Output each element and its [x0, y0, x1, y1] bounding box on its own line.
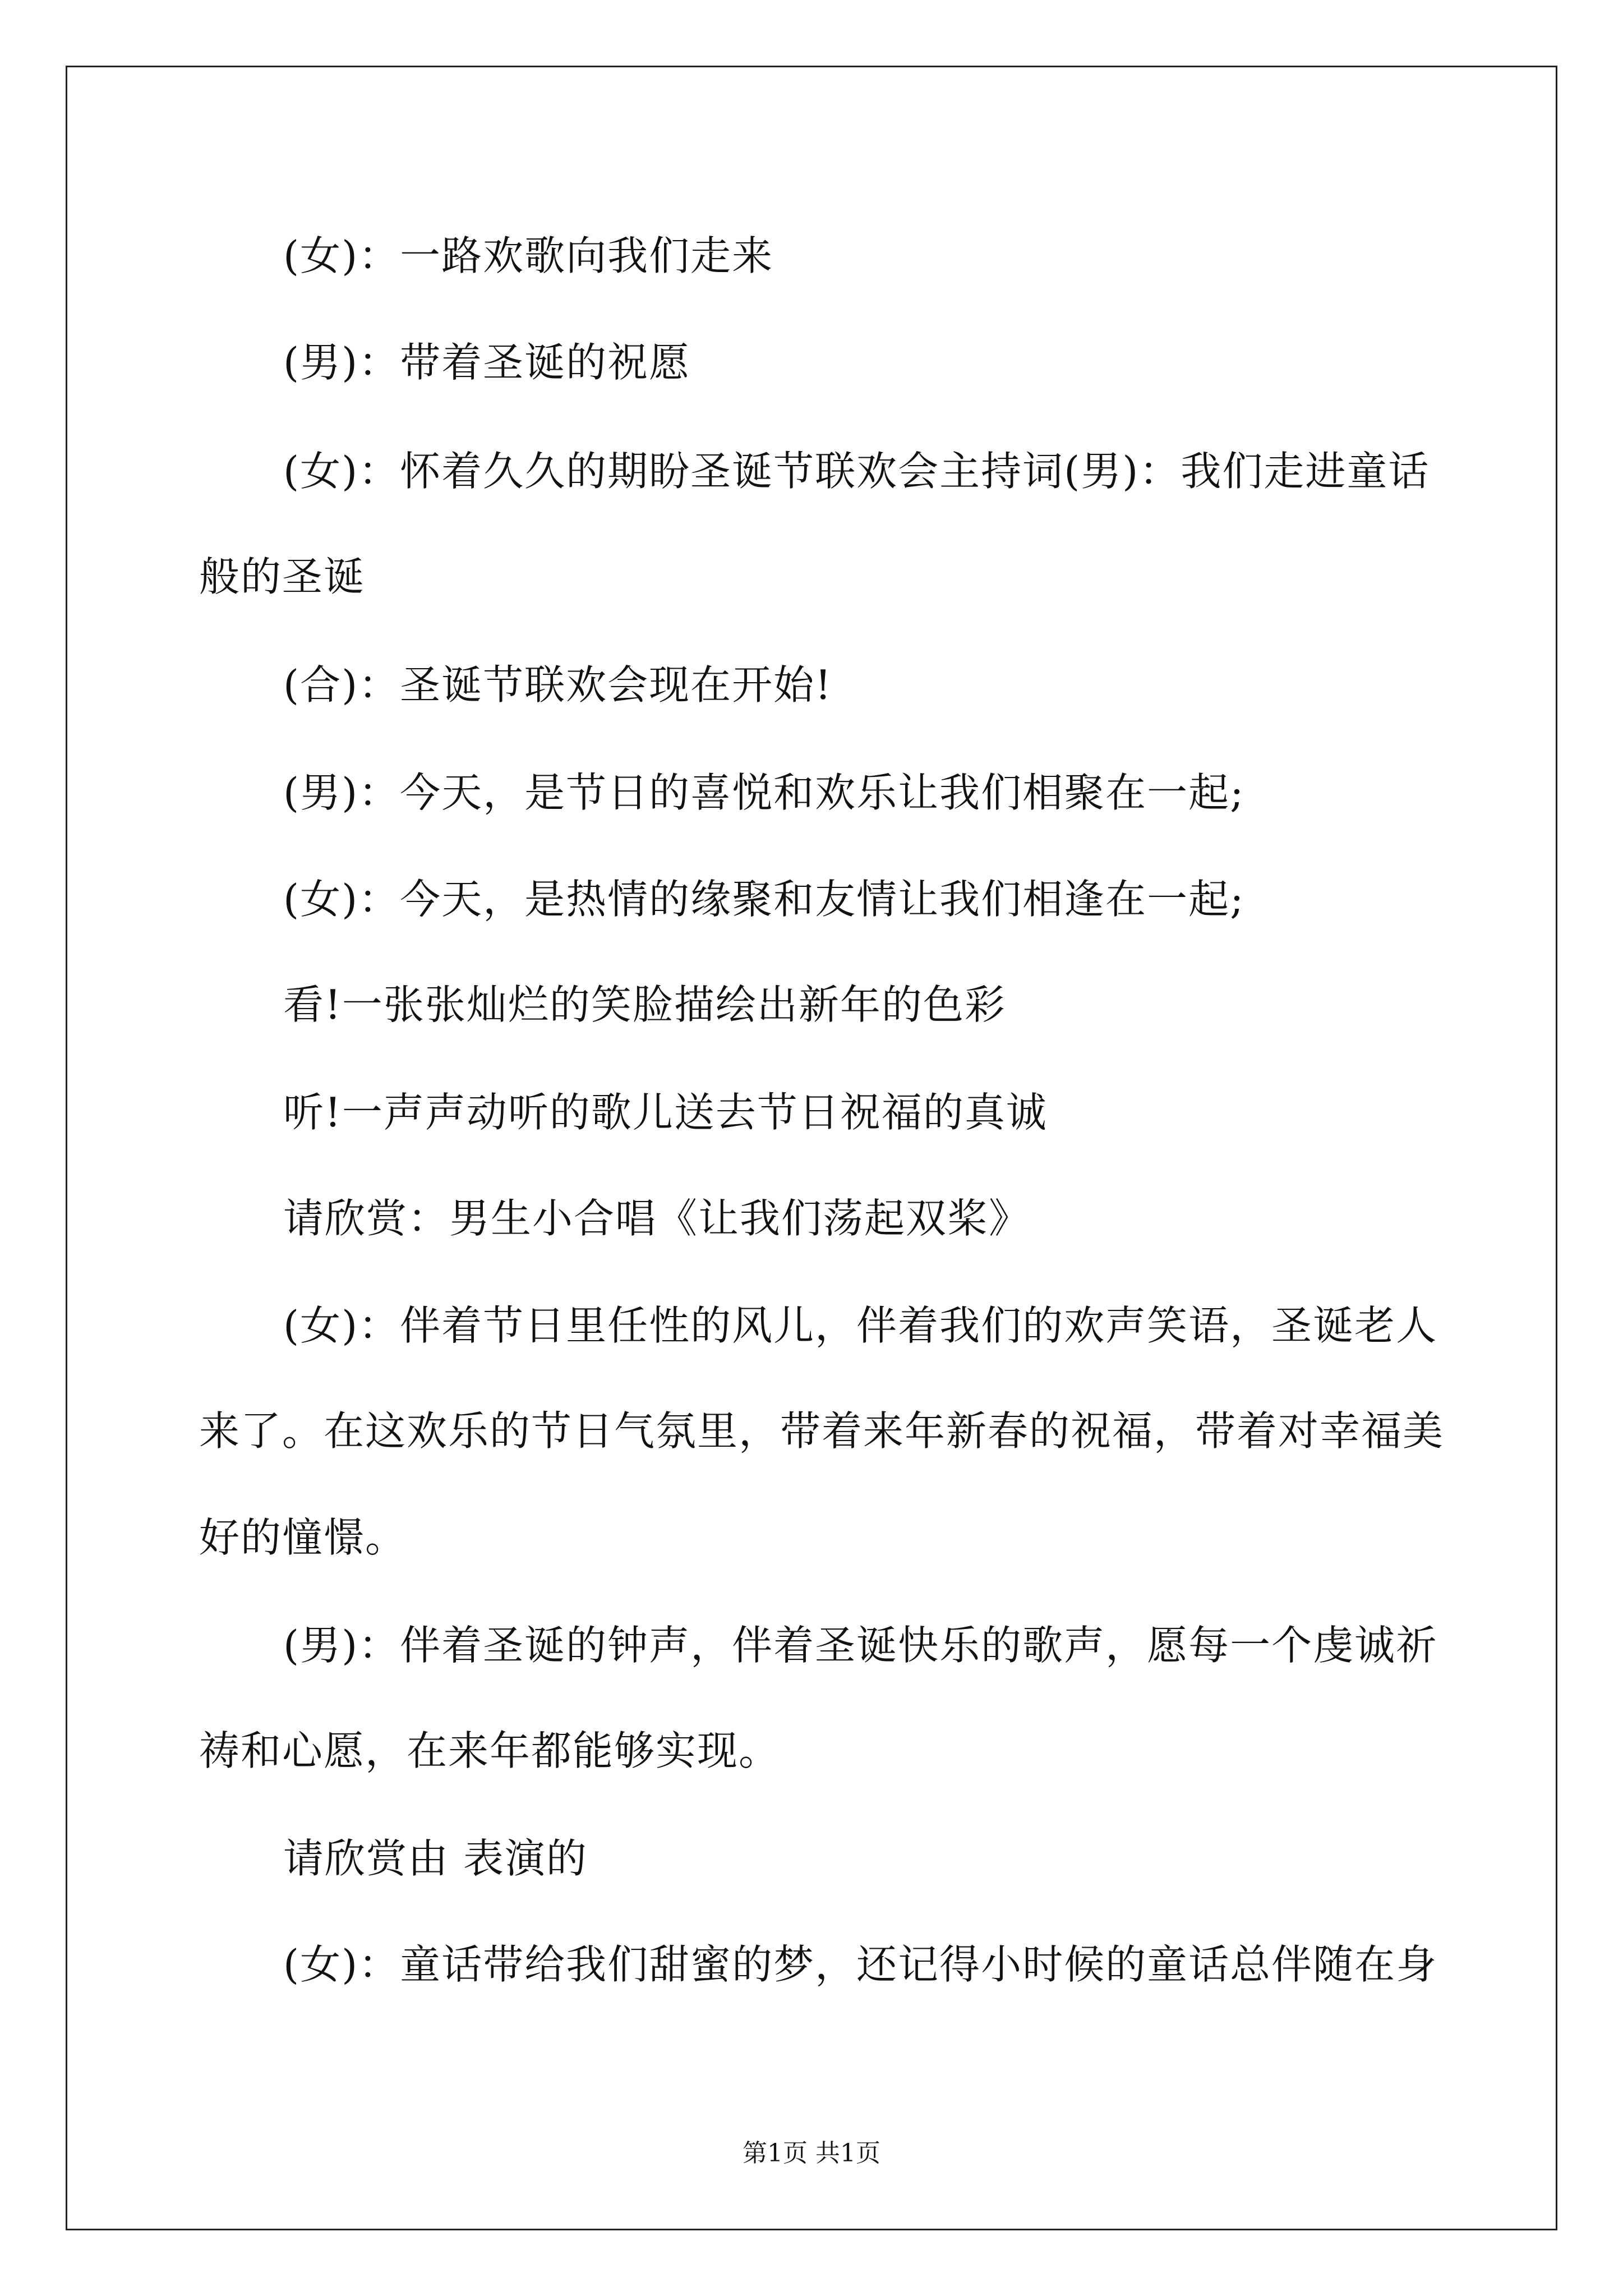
line-13: 好的憧憬。	[199, 1514, 407, 1561]
line-8: 看!一张张灿烂的笑脸描绘出新年的色彩	[283, 981, 1006, 1028]
page-footer: 第1页 共1页	[743, 2139, 880, 2168]
line-6: (男)：今天，是节日的喜悦和欢乐让我们相聚在一起;	[283, 769, 1245, 816]
line-7: (女)：今天，是热情的缘聚和友情让我们相逢在一起;	[283, 876, 1245, 923]
line-14: (男)：伴着圣诞的钟声，伴着圣诞快乐的歌声，愿每一个虔诚祈	[283, 1622, 1438, 1669]
line-17: (女)：童话带给我们甜蜜的梦，还记得小时候的童话总伴随在身	[283, 1941, 1438, 1988]
line-2: (男)：带着圣诞的祝愿	[283, 339, 691, 386]
line-16: 请欣赏由 表演的	[283, 1835, 588, 1882]
line-12: 来了。在这欢乐的节日气氛里，带着来年新春的祝福，带着对幸福美	[199, 1407, 1445, 1455]
line-9: 听!一声声动听的歌儿送去节日祝福的真诚	[283, 1089, 1048, 1136]
line-5: (合)：圣诞节联欢会现在开始!	[283, 661, 833, 708]
line-1: (女)：一路欢歌向我们走来	[283, 232, 774, 279]
line-11: (女)：伴着节日里任性的风儿，伴着我们的欢声笑语，圣诞老人	[283, 1302, 1438, 1349]
page-border	[66, 66, 1557, 2230]
line-15: 祷和心愿，在来年都能够实现。	[199, 1727, 781, 1774]
line-4: 般的圣诞	[199, 553, 366, 600]
line-10: 请欣赏：男生小合唱《让我们荡起双桨》	[283, 1195, 1031, 1242]
line-3: (女)：怀着久久的期盼圣诞节联欢会主持词(男)：我们走进童话	[283, 448, 1430, 495]
